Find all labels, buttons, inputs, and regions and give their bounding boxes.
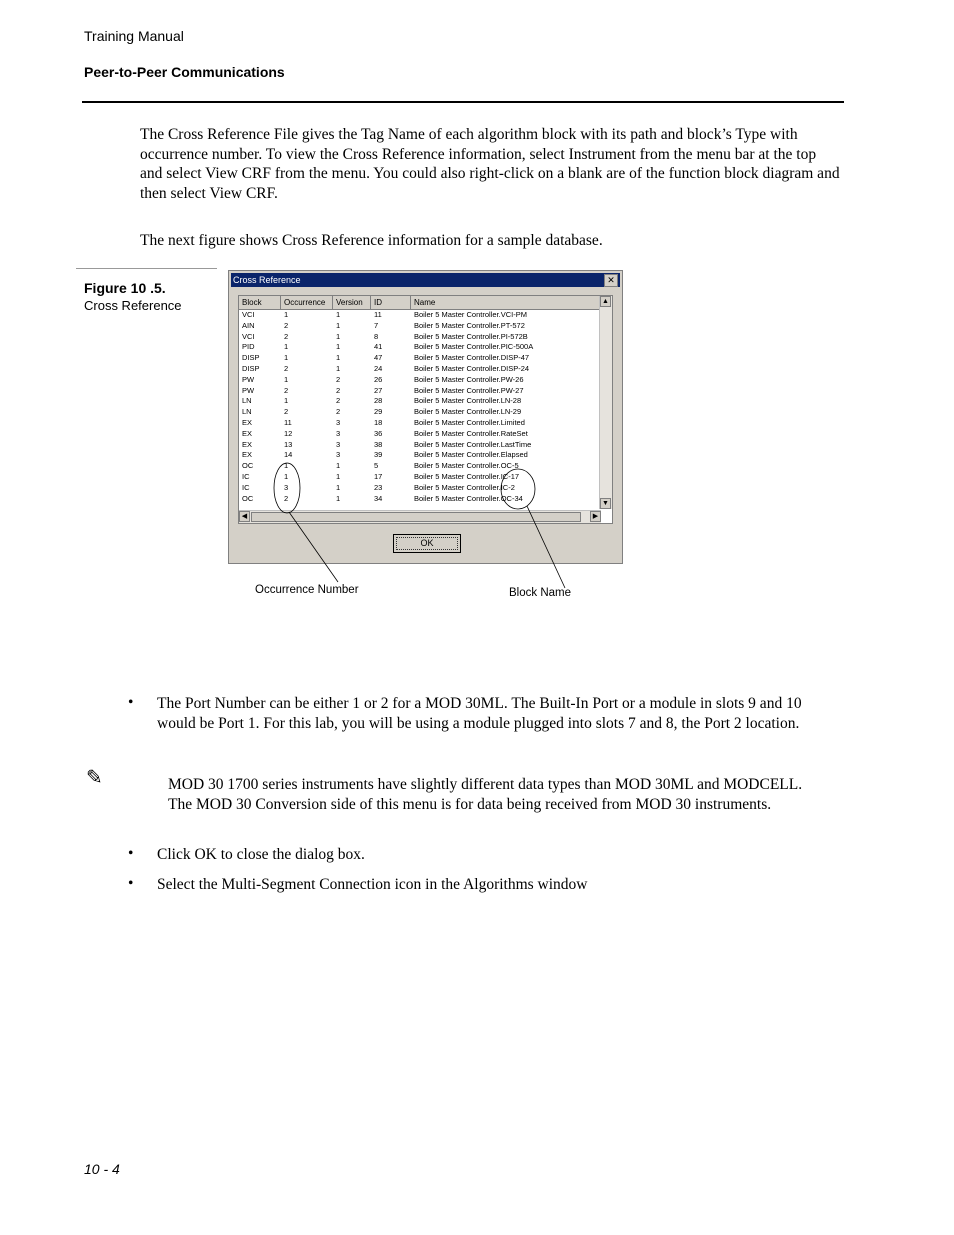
cell-block: OC — [242, 461, 254, 471]
cell-id: 5 — [374, 461, 379, 471]
cell-block: LN — [242, 407, 252, 417]
cell-id: 29 — [374, 407, 383, 417]
cell-occurrence: 2 — [284, 407, 289, 417]
cell-occurrence: 2 — [284, 363, 289, 373]
occurrence-callout-line — [289, 512, 338, 582]
cell-version: 1 — [336, 342, 341, 352]
cell-id: 38 — [374, 439, 383, 449]
bullet-click-ok: Click OK to close the dialog box. — [157, 846, 365, 863]
figure-intro-paragraph: The next figure shows Cross Reference information for a sample database. — [140, 232, 603, 249]
cell-block: PW — [242, 374, 255, 384]
note-text: MOD 30 1700 series instruments have slightly different data types than MOD 30ML and MODCELL. The MOD 30 Conversion side of this menu is for data being received from MOD 30 instruments. — [168, 776, 803, 813]
cell-occurrence: 1 — [284, 374, 289, 384]
section-title: Peer-to-Peer Communications — [84, 64, 285, 80]
cell-id: 11 — [374, 310, 382, 319]
cell-version: 2 — [336, 385, 341, 395]
cell-name: Boiler 5 Master Controller.IC-17 — [414, 471, 520, 481]
cell-id: 23 — [374, 482, 383, 492]
cell-occurrence: 1 — [284, 461, 289, 471]
scroll-up-icon[interactable]: ▲ — [600, 296, 611, 307]
cell-id: 8 — [374, 331, 379, 341]
cell-block: EX — [242, 428, 253, 438]
cell-version: 3 — [336, 439, 341, 449]
cell-version: 1 — [336, 363, 341, 373]
cell-version: 1 — [336, 471, 341, 481]
cell-id: 24 — [374, 363, 383, 373]
cell-version: 1 — [336, 331, 341, 341]
cell-occurrence: 1 — [284, 396, 289, 406]
cell-block: EX — [242, 417, 253, 427]
cell-version: 2 — [336, 407, 341, 417]
cell-occurrence: 14 — [284, 450, 293, 460]
cell-id: 28 — [374, 396, 383, 406]
cell-occurrence: 2 — [284, 385, 289, 395]
cell-name: Boiler 5 Master Controller.OC-5 — [414, 461, 519, 471]
cell-name: Boiler 5 Master Controller.PT-572 — [414, 320, 525, 330]
column-header-block[interactable]: Block — [239, 296, 281, 309]
cell-occurrence: 13 — [284, 439, 293, 449]
pencil-note-icon: ✎ — [86, 765, 103, 789]
cell-name: Boiler 5 Master Controller.RateSet — [414, 428, 528, 438]
column-header-version[interactable]: Version — [333, 296, 371, 309]
cell-id: 39 — [374, 450, 383, 460]
cell-version: 1 — [336, 482, 341, 492]
figure-number: Figure 10 .5. — [84, 280, 166, 296]
block-name-callout-line — [527, 506, 565, 588]
close-icon[interactable]: ✕ — [604, 274, 618, 287]
cell-version: 2 — [336, 396, 341, 406]
cell-block: DISP — [242, 363, 260, 373]
cell-block: PID — [242, 342, 255, 352]
cell-block: PW — [242, 385, 255, 395]
cell-id: 7 — [374, 320, 379, 330]
cell-block: VCI — [242, 310, 255, 319]
cell-id: 47 — [374, 353, 383, 363]
cell-occurrence: 2 — [284, 493, 289, 503]
dialog-title: Cross Reference — [233, 275, 301, 285]
cell-name: Boiler 5 Master Controller.OC-34 — [414, 493, 523, 503]
cell-name: Boiler 5 Master Controller.LN-28 — [414, 396, 522, 406]
bullet-port-number: The Port Number can be either 1 or 2 for a MOD 30ML. The Built-In Port or a module in slots 9 and 10 would be Port 1. For this lab, you will be using a module plugged into slots 7 and 8, the Port 2 location. — [157, 695, 802, 732]
cell-id: 17 — [374, 471, 383, 481]
cell-occurrence: 1 — [284, 353, 289, 363]
cell-name: Boiler 5 Master Controller.Limited — [414, 417, 525, 427]
occurrence-number-label: Occurrence Number — [255, 584, 359, 596]
cell-version: 3 — [336, 450, 341, 460]
cell-version: 2 — [336, 374, 341, 384]
cell-name: Boiler 5 Master Controller.IC-2 — [414, 482, 515, 492]
cell-occurrence: 1 — [284, 310, 289, 319]
bullet-icon: • — [128, 845, 134, 862]
cell-block: EX — [242, 439, 253, 449]
cell-id: 26 — [374, 374, 383, 384]
cell-occurrence: 1 — [284, 342, 289, 352]
cell-block: IC — [242, 471, 250, 481]
cell-occurrence: 12 — [284, 428, 293, 438]
cell-name: Boiler 5 Master Controller.LastTime — [414, 439, 532, 449]
cell-block: AIN — [242, 320, 255, 330]
cell-name: Boiler 5 Master Controller.PW-26 — [414, 374, 524, 384]
cell-version: 3 — [336, 428, 341, 438]
cell-block: LN — [242, 396, 252, 406]
cell-occurrence: 3 — [284, 482, 289, 492]
block-name-label: Block Name — [509, 587, 571, 599]
cell-block: IC — [242, 482, 250, 492]
column-header-occurrence[interactable]: Occurrence — [281, 296, 333, 309]
scroll-down-icon[interactable]: ▼ — [600, 498, 611, 509]
ok-button[interactable]: OK — [393, 534, 461, 553]
cell-name: Boiler 5 Master Controller.DISP-24 — [414, 363, 530, 373]
page-number: 10 - 4 — [84, 1161, 120, 1177]
cell-occurrence: 11 — [284, 417, 292, 427]
cell-id: 36 — [374, 428, 383, 438]
cell-block: DISP — [242, 353, 260, 363]
figure-caption: Cross Reference — [84, 298, 182, 313]
cell-name: Boiler 5 Master Controller.DISP-47 — [414, 353, 530, 363]
cell-id: 41 — [374, 342, 383, 352]
cell-version: 1 — [336, 320, 341, 330]
column-header-id[interactable]: ID — [371, 296, 411, 309]
cell-version: 1 — [336, 353, 341, 363]
cell-name: Boiler 5 Master Controller.PI-572B — [414, 331, 528, 341]
bullet-icon: • — [128, 875, 134, 892]
cell-name: Boiler 5 Master Controller.Elapsed — [414, 450, 528, 460]
manual-title: Training Manual — [84, 28, 184, 44]
cell-name: Boiler 5 Master Controller.PW-27 — [414, 385, 524, 395]
cell-version: 1 — [336, 461, 341, 471]
cell-name: Boiler 5 Master Controller.VCI-PM — [414, 310, 527, 319]
cell-name: Boiler 5 Master Controller.LN-29 — [414, 407, 522, 417]
cell-occurrence: 2 — [284, 331, 289, 341]
cell-id: 18 — [374, 417, 383, 427]
bullet-icon: • — [128, 694, 134, 711]
cell-version: 3 — [336, 417, 341, 427]
cell-version: 1 — [336, 493, 341, 503]
cell-block: EX — [242, 450, 253, 460]
cell-block: OC — [242, 493, 254, 503]
cell-occurrence: 1 — [284, 471, 289, 481]
cell-id: 34 — [374, 493, 383, 503]
occurrence-callout-ellipse — [274, 463, 300, 513]
scroll-right-icon[interactable]: ▶ — [590, 511, 601, 522]
bullet-select-icon: Select the Multi-Segment Connection icon in the Algorithms window — [157, 876, 588, 893]
block-name-callout-ellipse — [501, 469, 535, 509]
scroll-left-icon[interactable]: ◀ — [239, 511, 250, 522]
cell-occurrence: 2 — [284, 320, 289, 330]
column-header-name[interactable]: Name — [411, 296, 601, 309]
cell-id: 27 — [374, 385, 383, 395]
cell-block: VCI — [242, 331, 255, 341]
intro-paragraph: The Cross Reference File gives the Tag Name of each algorithm block with its path and block’s Type with occurrence number. To view the Cross Reference information, select Instrument from the menu bar at the top and select View CRF from the menu. You could also right-click on a blank are of the function block diagram and then select View CRF. — [140, 126, 840, 202]
cell-version: 1 — [336, 310, 341, 319]
cell-name: Boiler 5 Master Controller.PIC-500A — [414, 342, 534, 352]
